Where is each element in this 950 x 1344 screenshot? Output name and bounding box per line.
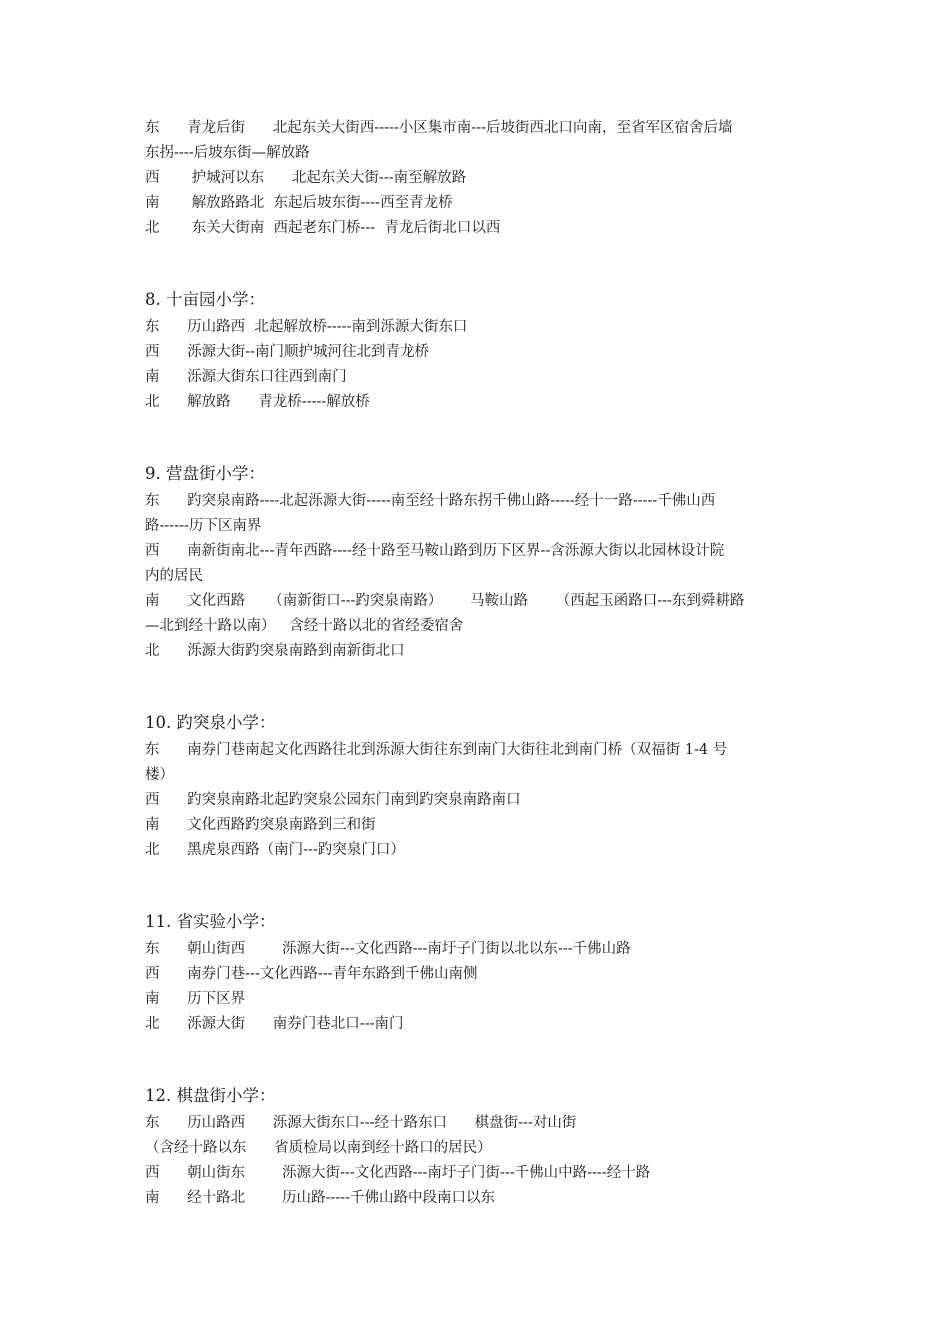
block7-north-line: 北 东关大街南 西起老东门桥--- 青龙后街北口以西 [145,220,501,236]
block7-east-line-1: 东 青龙后街 北起东关大街西-----小区集市南---后坡街西北口向南，至省军区宿舍后墙 [145,120,733,136]
school10-north-line: 北 黑虎泉西路（南门---趵突泉门口） [145,842,405,858]
block7-east-line-2: 东拐----后坡东街—解放路 [145,145,310,161]
school9-east-line-1: 东 趵突泉南路----北起泺源大街-----南至经十路东拐千佛山路-----经十一路-----千佛山西 [145,493,716,509]
school12-west-line: 西 朝山街东 泺源大街---文化西路---南圩子门街---千佛山中路----经十路 [145,1165,651,1181]
block7-west-line: 西 护城河以东 北起东关大街---南至解放路 [145,170,467,186]
school12-title: 12. 棋盘街小学： [145,1086,276,1105]
school8-west-line: 西 泺源大街--南门顺护城河往北到青龙桥 [145,344,429,360]
school10-west-line: 西 趵突泉南路北起趵突泉公园东门南到趵突泉南路南口 [145,792,521,808]
school8-north-line: 北 解放路 青龙桥-----解放桥 [145,394,370,410]
school10-east-line-1: 东 南券门巷南起文化西路往北到泺源大街往东到南门大街往北到南门桥（双福街 1-4 号 [145,742,728,758]
block7-south-line: 南 解放路路北 东起后坡东街----西至青龙桥 [145,195,453,211]
school12-east-line-1: 东 历山路西 泺源大街东口---经十路东口 棋盘街---对山街 [145,1115,577,1131]
school11-title: 11. 省实验小学： [145,912,276,931]
school10-south-line: 南 文化西路趵突泉南路到三和街 [145,817,376,833]
school8-south-line: 南 泺源大街东口往西到南门 [145,369,347,385]
school9-title: 9. 营盘街小学： [145,464,265,483]
school11-west-line: 西 南券门巷---文化西路---青年东路到千佛山南侧 [145,966,478,982]
school9-west-line-1: 西 南新街南北---青年西路----经十路至马鞍山路到历下区界--含泺源大街以北园林设计院 [145,543,725,559]
school12-south-line: 南 经十路北 历山路-----千佛山路中段南口以东 [145,1190,496,1206]
school12-east-line-2: （含经十路以东 省质检局以南到经十路口的居民） [145,1140,492,1156]
school8-east-line: 东 历山路西 北起解放桥-----南到泺源大街东口 [145,319,468,335]
school11-south-line: 南 历下区界 [145,991,246,1007]
school9-west-line-2: 内的居民 [145,568,203,584]
school8-title: 8. 十亩园小学： [145,290,265,309]
school9-south-line-2: —北到经十路以南） 含经十路以北的省经委宿舍 [145,618,464,634]
school11-east-line: 东 朝山街西 泺源大街---文化西路---南圩子门街以北以东---千佛山路 [145,941,631,957]
school10-east-line-2: 楼） [145,767,174,783]
school9-north-line: 北 泺源大街趵突泉南路到南新街北口 [145,643,405,659]
school9-south-line-1: 南 文化西路 （南新街口---趵突泉南路） 马鞍山路 （西起玉函路口---东到舜耕路 [145,593,745,609]
school11-north-line: 北 泺源大街 南券门巷北口---南门 [145,1016,404,1032]
school9-east-line-2: 路------历下区南界 [145,518,262,534]
school10-title: 10. 趵突泉小学： [145,713,276,732]
